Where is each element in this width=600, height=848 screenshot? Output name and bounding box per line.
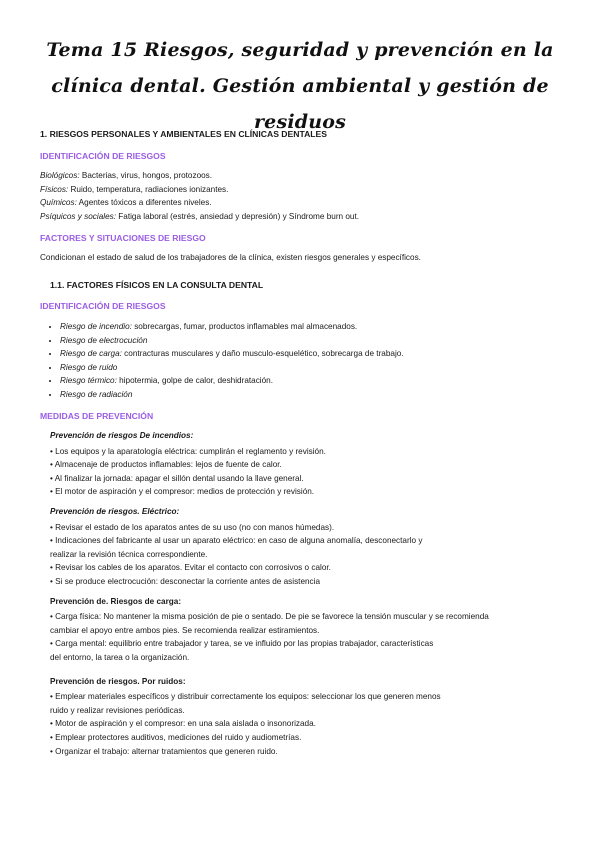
risk-label: Riesgo de electrocución bbox=[60, 335, 148, 345]
section-1-number: 1. bbox=[40, 129, 48, 139]
prevention-line: • Emplear materiales específicos y distribuir correctamente los equipos: seleccionar los que generen menos bbox=[50, 692, 441, 702]
risk-type-line bbox=[40, 210, 560, 224]
section-1-1-title: FACTORES FÍSICOS EN LA CONSULTA DENTAL bbox=[66, 279, 264, 290]
risk-type-label: Psíquicos y sociales: bbox=[40, 211, 116, 221]
prevention-line: • Al finalizar la jornada: apagar el sillón dental usando la llave general. bbox=[50, 473, 304, 483]
section-1-1-number: 1.1. bbox=[50, 279, 65, 290]
list-item bbox=[60, 388, 560, 402]
list-item bbox=[60, 320, 560, 334]
risk-text: contracturas musculares y daño musculo-esquelético, sobrecarga de trabajo. bbox=[121, 349, 404, 359]
prevention-line: • Indicaciones del fabricante al usar un aparato eléctrico: en caso de alguna anomalía, desconectarlo y bbox=[50, 536, 423, 546]
risk-label: Riesgo de carga: bbox=[60, 349, 122, 359]
risk-type-line bbox=[40, 183, 560, 197]
prevention-block-electrico bbox=[50, 505, 560, 589]
prevention-heading: Prevención de riesgos De incendios: bbox=[50, 431, 194, 441]
factores-heading: FACTORES Y SITUACIONES DE RIESGO bbox=[40, 232, 206, 243]
prevention-line: • Revisar el estado de los aparatos antes de su uso (no con manos húmedas). bbox=[50, 522, 335, 532]
risk-label: Riesgo térmico: bbox=[60, 376, 117, 386]
prevention-heading: Prevención de riesgos. Por ruidos: bbox=[50, 676, 186, 686]
page-title: Tema 15 Riesgos, seguridad y prevención en la clínica dental. Gestión ambiental y gestión de residuos bbox=[46, 39, 554, 133]
medidas-prevencion-heading: MEDIDAS DE PREVENCIÓN bbox=[40, 410, 154, 421]
risk-type-label: Biológicos: bbox=[40, 171, 80, 181]
risk-type-text: Agentes tóxicos a diferentes niveles. bbox=[76, 198, 212, 208]
list-item bbox=[60, 347, 560, 361]
prevention-heading: Prevención de. Riesgos de carga: bbox=[50, 596, 182, 606]
prevention-line: cambiar el apoyo entre ambos pies. Se recomienda realizar estiramientos. bbox=[50, 625, 320, 635]
risk-label: Riesgo de incendio: bbox=[60, 321, 132, 331]
physical-risks-list bbox=[40, 320, 560, 402]
document-body bbox=[40, 128, 560, 758]
risk-types-list bbox=[40, 169, 560, 223]
prevention-line: • Carga mental: equilibrio entre trabajador y tarea, se ve influido por las propias trabajador, características bbox=[50, 639, 434, 649]
prevention-heading: Prevención de riesgos. Eléctrico: bbox=[50, 507, 180, 517]
identificacion-riesgos-heading: IDENTIFICACIÓN DE RIESGOS bbox=[40, 150, 166, 161]
list-item bbox=[60, 361, 560, 375]
section-1-heading bbox=[40, 128, 560, 142]
prevention-line: ruido y realizar revisiones periódicas. bbox=[50, 705, 185, 715]
prevention-block-carga bbox=[50, 595, 560, 665]
risk-type-label: Físicos: bbox=[40, 184, 69, 194]
prevention-line: • Organizar el trabajo: alternar tratamientos que generen ruido. bbox=[50, 746, 278, 756]
risk-type-label: Químicos: bbox=[40, 198, 77, 208]
risk-label: Riesgo de radiación bbox=[60, 389, 133, 399]
factores-text: Condicionan el estado de salud de los trabajadores de la clínica, existen riesgos generales y específicos. bbox=[40, 253, 421, 263]
prevention-line: del entorno, la tarea o la organización. bbox=[50, 653, 190, 662]
identificacion-riesgos-heading-2: IDENTIFICACIÓN DE RIESGOS bbox=[40, 301, 166, 312]
section-1-1-heading bbox=[50, 279, 560, 293]
prevention-line: • Los equipos y la aparatología eléctrica: cumplirán el reglamento y revisión. bbox=[50, 446, 326, 456]
prevention-block-ruidos bbox=[50, 675, 560, 759]
prevention-line: • Si se produce electrocución: desconectar la corriente antes de asistencia bbox=[50, 577, 321, 587]
risk-type-line bbox=[40, 169, 560, 183]
prevention-line: • El motor de aspiración y el compresor: medios de protección y revisión. bbox=[50, 487, 315, 497]
risk-type-text: Ruido, temperatura, radiaciones ionizantes. bbox=[68, 184, 229, 194]
risk-text: sobrecargas, fumar, productos inflamables mal almacenados. bbox=[131, 321, 358, 331]
section-1-title: RIESGOS PERSONALES Y AMBIENTALES EN CLÍNICAS DENTALES bbox=[49, 129, 327, 139]
list-item bbox=[60, 374, 560, 388]
prevention-line: • Carga física: No mantener la misma posición de pie o sentado. De pie se favorece la tensión muscular y se recomienda bbox=[50, 612, 489, 622]
risk-label: Riesgo de ruido bbox=[60, 362, 118, 372]
risk-type-text: Bacterias, virus, hongos, protozoos. bbox=[79, 171, 213, 181]
prevention-block-incendios bbox=[50, 429, 560, 499]
risk-type-line bbox=[40, 196, 560, 210]
prevention-line: • Revisar los cables de los aparatos. Evitar el contacto con corrosivos o calor. bbox=[50, 563, 331, 573]
risk-type-text: Fatiga laboral (estrés, ansiedad y depresión) y Síndrome burn out. bbox=[116, 211, 360, 221]
risk-text: hipotermia, golpe de calor, deshidratación. bbox=[116, 376, 274, 386]
prevention-line: • Almacenaje de productos inflamables: lejos de fuente de calor. bbox=[50, 460, 282, 470]
prevention-line: realizar la revisión técnica correspondiente. bbox=[50, 549, 208, 559]
prevention-line: • Motor de aspiración y el compresor: en una sala aislada o insonorizada. bbox=[50, 719, 316, 729]
list-item bbox=[60, 334, 560, 348]
prevention-line: • Emplear protectores auditivos, mediciones del ruido y audiometrías. bbox=[50, 732, 302, 742]
